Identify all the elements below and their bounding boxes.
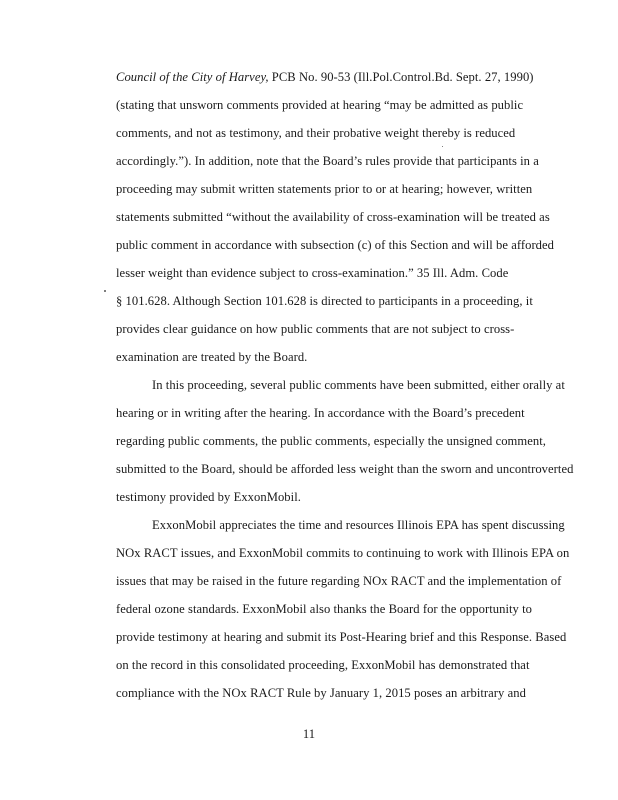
text-line-19: issues that may be raised in the future regarding NOx RACT and the implementation of	[116, 574, 562, 588]
text-line-10: provides clear guidance on how public comments that are not subject to cross-	[116, 322, 515, 336]
text-line-8: lesser weight than evidence subject to cross-examination.” 35 Ill. Adm. Code	[116, 266, 509, 280]
text-line-23: compliance with the NOx RACT Rule by January 1, 2015 poses an arbitrary and	[116, 686, 526, 700]
text-line-3: comments, and not as testimony, and their probative weight thereby is reduced	[116, 126, 516, 140]
text-line-5: proceeding may submit written statements prior to or at hearing; however, written	[116, 182, 533, 196]
text-line-6: statements submitted “without the availability of cross-examination will be treated as	[116, 210, 550, 224]
text-line-18: NOx RACT issues, and ExxonMobil commits to continuing to work with Illinois EPA on	[116, 546, 570, 560]
text-line-2: (stating that unsworn comments provided at hearing “may be admitted as public	[116, 98, 524, 112]
text-line-15: submitted to the Board, should be afforded less weight than the sworn and uncontroverted	[116, 462, 574, 476]
text-line-21: provide testimony at hearing and submit its Post-Hearing brief and this Response. Based	[116, 630, 567, 644]
text-line-11: examination are treated by the Board.	[116, 350, 308, 364]
case-name: Council of the City of Harvey,	[116, 70, 269, 84]
text-line-16: testimony provided by ExxonMobil.	[116, 490, 301, 504]
case-citation: PCB No. 90-53 (Ill.Pol.Control.Bd. Sept. 27, 1990)	[268, 70, 534, 84]
text-line-4: accordingly.”). In addition, note that the Board’s rules provide that participants in a	[116, 154, 539, 168]
paragraph-3-first-line: ExxonMobil appreciates the time and resources Illinois EPA has spent discussing	[152, 518, 565, 532]
scan-speck	[104, 290, 106, 292]
text-line-7: public comment in accordance with subsection (c) of this Section and will be afforded	[116, 238, 555, 252]
text-line-22: on the record in this consolidated proceeding, ExxonMobil has demonstrated that	[116, 658, 530, 672]
text-line-9: § 101.628. Although Section 101.628 is directed to participants in a proceeding, it	[116, 294, 533, 308]
page-number: 11	[302, 727, 316, 741]
text-line-1	[116, 69, 534, 85]
paragraph-2-first-line: In this proceeding, several public comments have been submitted, either orally at	[152, 378, 565, 392]
text-line-20: federal ozone standards. ExxonMobil also thanks the Board for the opportunity to	[116, 602, 533, 616]
text-line-14: regarding public comments, the public comments, especially the unsigned comment,	[116, 434, 546, 448]
text-line-13: hearing or in writing after the hearing. In accordance with the Board’s precedent	[116, 406, 525, 420]
scan-speck	[442, 146, 443, 147]
